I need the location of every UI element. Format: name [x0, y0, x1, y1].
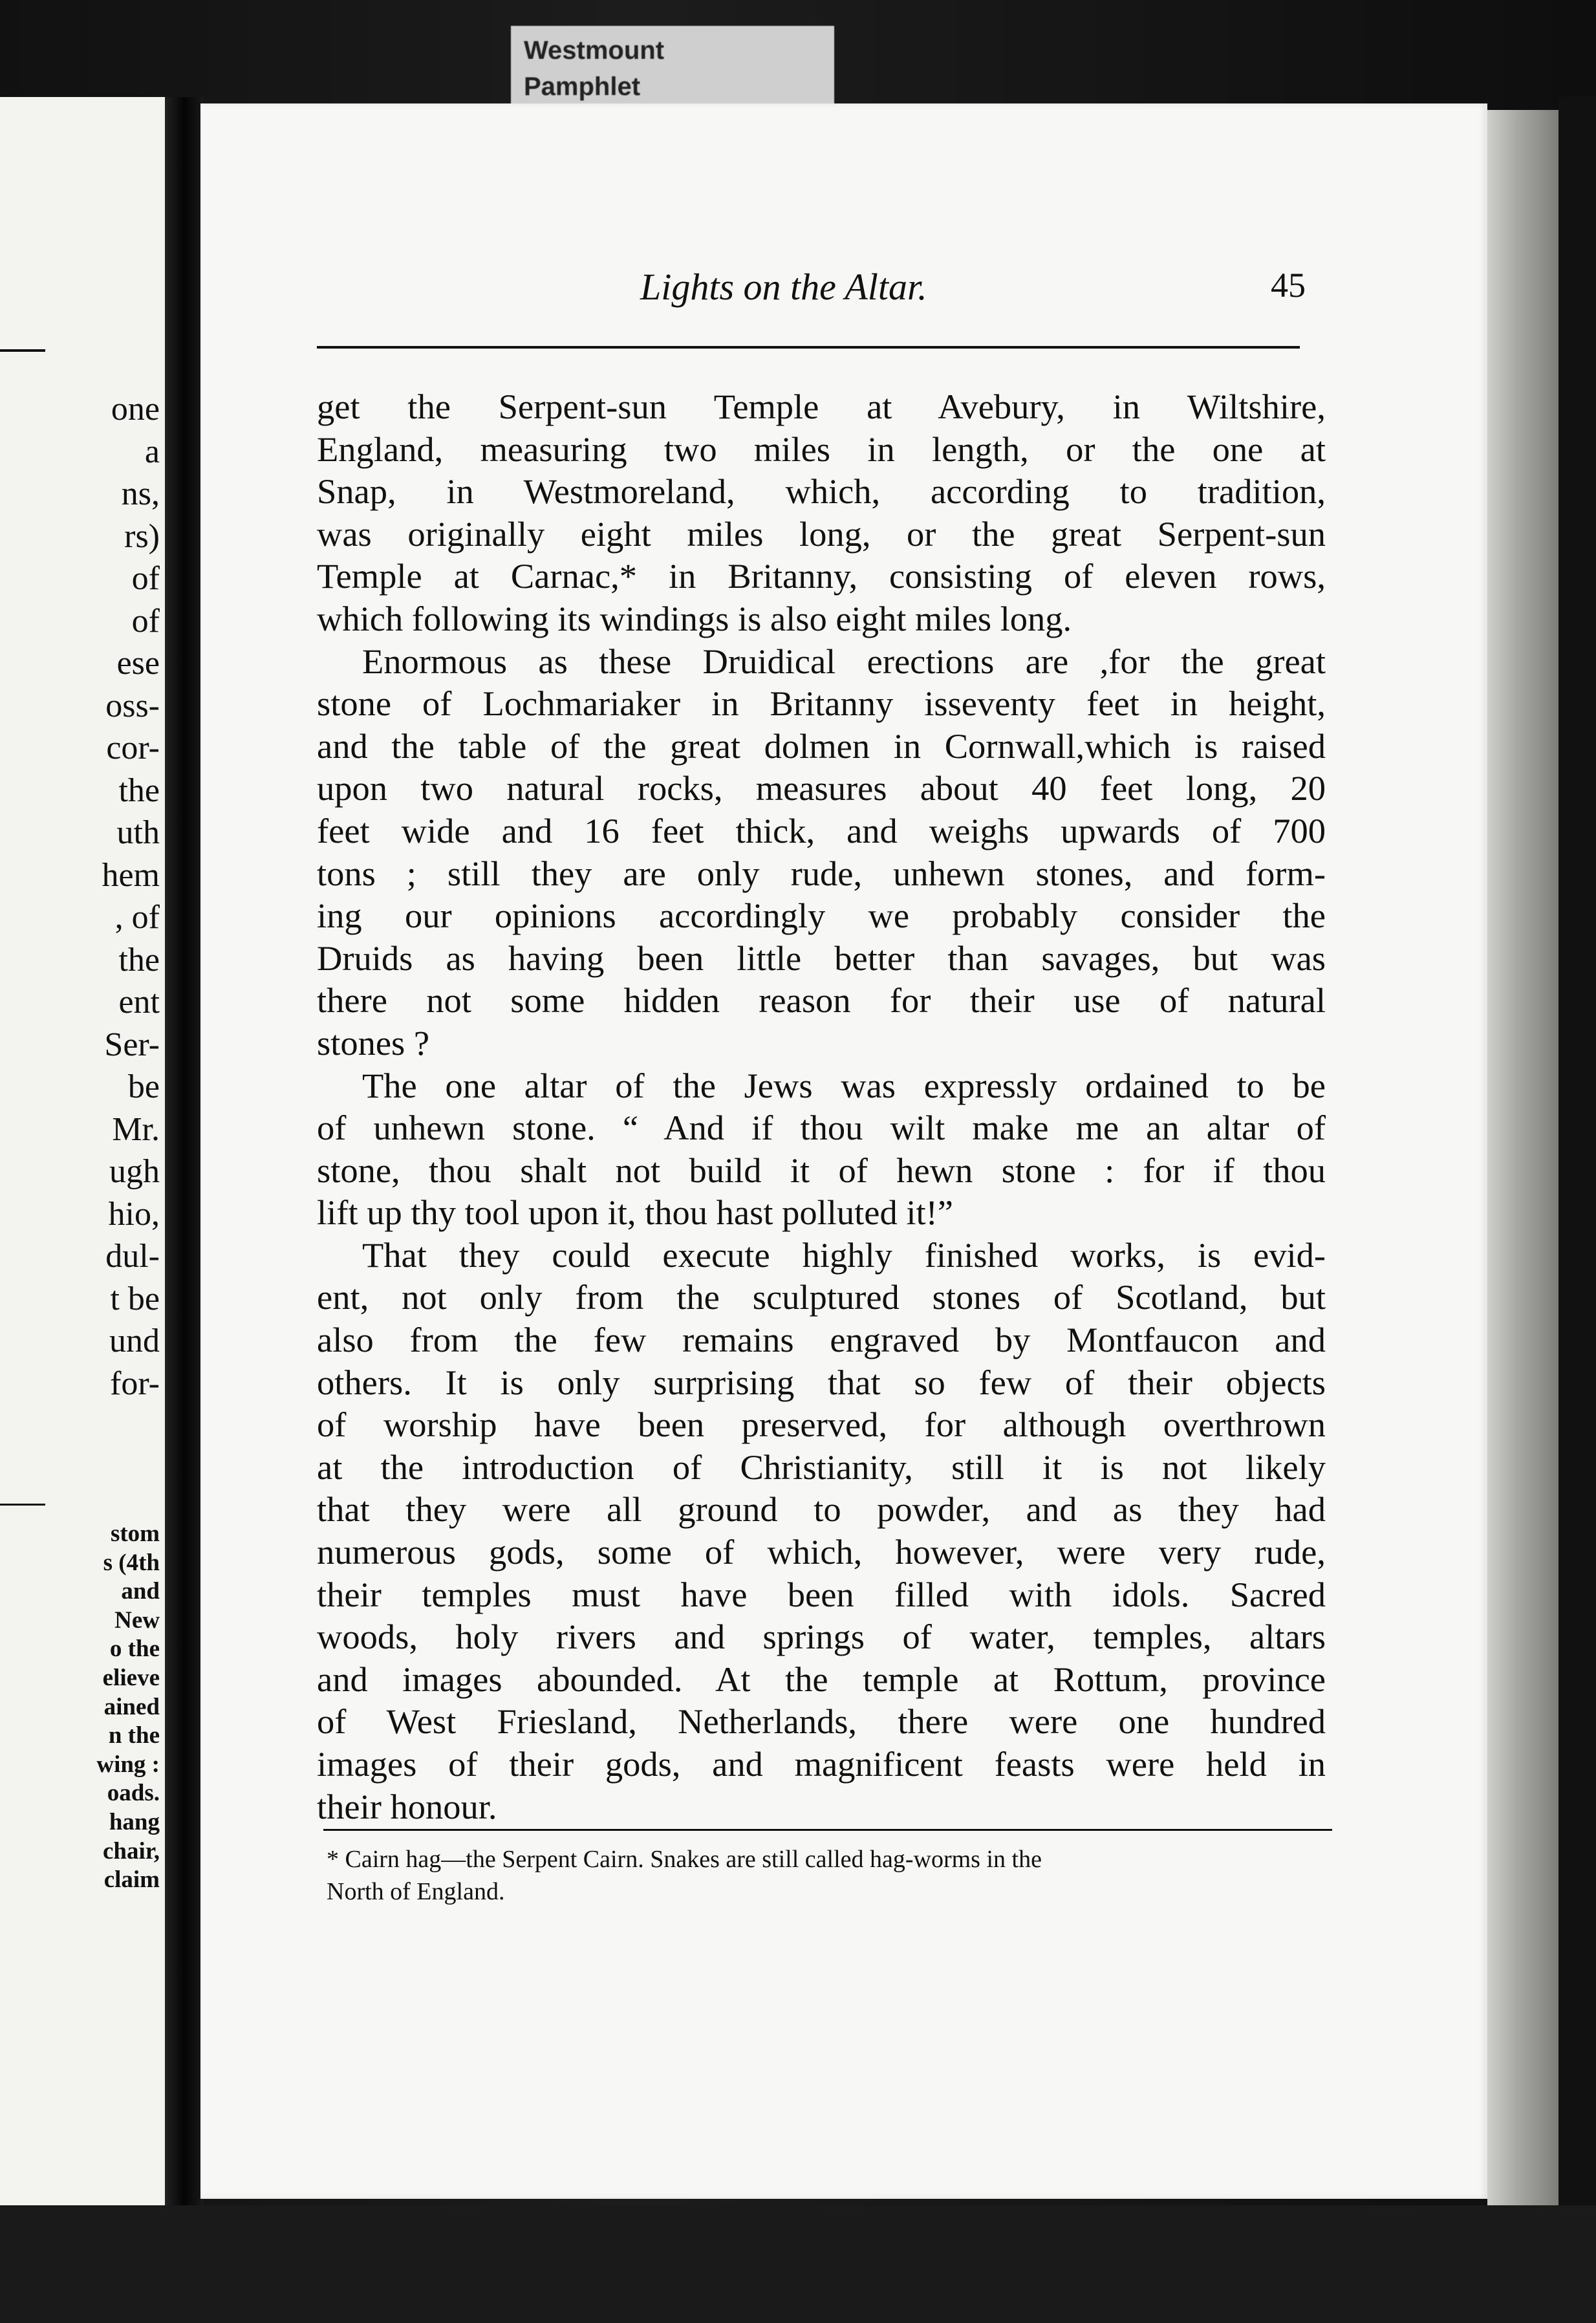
body-line: at the introduction of Christianity, still it is not likely: [317, 1447, 1326, 1487]
left-page-fragment: oss-: [105, 687, 160, 724]
body-line: of West Friesland, Netherlands, there were one hundred: [317, 1702, 1326, 1742]
left-page-note-fragment: wing :: [96, 1751, 160, 1778]
left-page-fragment: for-: [110, 1365, 160, 1402]
left-page-fragment: one: [111, 391, 160, 427]
body-line: stone of Lochmariaker in Britanny isseventy feet in height,: [317, 684, 1326, 724]
left-page: [0, 97, 165, 2205]
left-page-note-fragment: claim: [103, 1866, 160, 1894]
footnote: [327, 1843, 1335, 1908]
left-page-note-fragment: stom: [110, 1520, 160, 1547]
scan-bottom-border: [0, 2205, 1596, 2323]
body-line: feet wide and 16 feet thick, and weighs upwards of 700: [317, 810, 1326, 850]
footnote-line: * Cairn hag—the Serpent Cairn. Snakes are still called hag-worms in the: [327, 1846, 1042, 1873]
left-page-fragment: t be: [110, 1280, 160, 1317]
left-page-note-fragments: [96, 1520, 160, 1895]
left-page-fragment: the: [118, 772, 160, 809]
left-page-fragment: ugh: [109, 1153, 160, 1190]
left-page-note-fragment: elieve: [102, 1664, 160, 1691]
body-line: and the table of the great dolmen in Cornwall,which is raised: [317, 726, 1326, 766]
body-line: their honour.: [317, 1786, 497, 1826]
left-page-header-rule: [0, 349, 45, 352]
header-rule: [317, 346, 1300, 349]
body-line: Enormous as these Druidical erections are ,for the great: [362, 641, 1326, 681]
body-line: England, measuring two miles in length, or the one at: [317, 429, 1326, 469]
page-number: 45: [1271, 266, 1306, 305]
body-line: of unhewn stone. “ And if thou wilt make me an altar of: [317, 1108, 1326, 1148]
body-line: also from the few remains engraved by Montfaucon and: [317, 1320, 1326, 1360]
left-page-fragment: , of: [114, 899, 160, 936]
body-line: was originally eight miles long, or the great Serpent-sun: [317, 513, 1326, 554]
library-label: [511, 26, 834, 110]
left-page-fragment: rs): [124, 517, 160, 555]
left-page-fragment: cor-: [106, 729, 160, 766]
body-line: Snap, in Westmoreland, which, according to tradition,: [317, 471, 1326, 512]
body-line: stone, thou shalt not build it of hewn stone : for if thou: [317, 1150, 1326, 1190]
left-page-fragment: Ser-: [104, 1026, 160, 1063]
body-line: that they were all ground to powder, and as they had: [317, 1489, 1326, 1529]
body-line: ent, not only from the sculptured stones of Scotland, but: [317, 1277, 1326, 1317]
left-page-note-fragment: hang: [109, 1808, 160, 1835]
body-line: there not some hidden reason for their use of natural: [317, 980, 1326, 1021]
left-page-fragment: of: [131, 560, 160, 597]
page-edge: [1487, 110, 1558, 2205]
left-page-note-fragment: ained: [103, 1693, 160, 1720]
body-line: Temple at Carnac,* in Britanny, consisting of eleven rows,: [317, 556, 1326, 596]
body-line: ing our opinions accordingly we probably consider the: [317, 896, 1326, 936]
body-line: tons ; still they are only rude, unhewn stones, and form-: [317, 853, 1326, 893]
left-page-fragment: ns,: [121, 475, 160, 512]
left-page-footnote-rule: [0, 1504, 45, 1506]
book-gutter: [165, 97, 204, 2231]
left-page-fragment: be: [127, 1068, 160, 1105]
left-page-fragment: ent: [118, 984, 160, 1021]
left-page-note-fragment: and: [121, 1578, 160, 1605]
body-line: lift up thy tool upon it, thou hast polluted it!”: [317, 1193, 953, 1233]
body-line: images of their gods, and magnificent feasts were held in: [317, 1744, 1326, 1784]
body-line: The one altar of the Jews was expressly ordained to be: [362, 1065, 1326, 1105]
body-line: of worship have been preserved, for although overthrown: [317, 1405, 1326, 1445]
left-page-note-fragment: New: [114, 1606, 160, 1634]
body-line: Druids as having been little better than savages, but was: [317, 938, 1326, 978]
body-line: others. It is only surprising that so few of their objects: [317, 1362, 1326, 1402]
left-page-fragment: uth: [116, 814, 160, 851]
body-line: woods, holy rivers and springs of water, temples, altars: [317, 1617, 1326, 1657]
library-label-line2: Pamphlet: [524, 72, 641, 101]
left-page-fragment: ese: [116, 645, 160, 682]
body-line: their temples must have been filled with idols. Sacred: [317, 1574, 1326, 1614]
left-page-fragment: hem: [102, 856, 160, 894]
left-page-fragment: of: [131, 602, 160, 640]
library-label-line1: Westmount: [524, 36, 665, 65]
left-page-fragment: the: [118, 941, 160, 978]
left-page-note-fragment: oads.: [107, 1780, 160, 1807]
footnote-line: North of England.: [327, 1878, 505, 1905]
left-page-fragment: a: [144, 433, 160, 470]
left-page-fragment: und: [109, 1323, 160, 1359]
left-page-note-fragment: n the: [108, 1722, 160, 1749]
left-page-note-fragment: chair,: [102, 1837, 160, 1864]
body-line: stones ?: [317, 1022, 430, 1063]
left-page-text-fragments: [102, 388, 160, 1405]
scan-border: [1558, 97, 1596, 2323]
body-line: upon two natural rocks, measures about 40 feet long, 20: [317, 768, 1326, 808]
body-line: get the Serpent-sun Temple at Avebury, in Wiltshire,: [317, 387, 1326, 426]
left-page-fragment: dul-: [105, 1238, 160, 1275]
body-line: That they could execute highly finished works, is evid-: [362, 1235, 1326, 1275]
body-line: and images abounded. At the temple at Rottum, province: [317, 1659, 1326, 1699]
running-title: Lights on the Altar.: [640, 266, 927, 308]
footnote-rule: [323, 1829, 1332, 1831]
body-text: [317, 385, 1326, 1828]
body-line: numerous gods, some of which, however, were very rude,: [317, 1532, 1326, 1572]
left-page-fragment: hio,: [108, 1195, 160, 1233]
left-page-note-fragment: o the: [109, 1636, 160, 1663]
left-page-fragment: Mr.: [112, 1110, 160, 1148]
body-line: which following its windings is also eight miles long.: [317, 598, 1072, 638]
left-page-note-fragment: s (4th: [103, 1549, 160, 1576]
